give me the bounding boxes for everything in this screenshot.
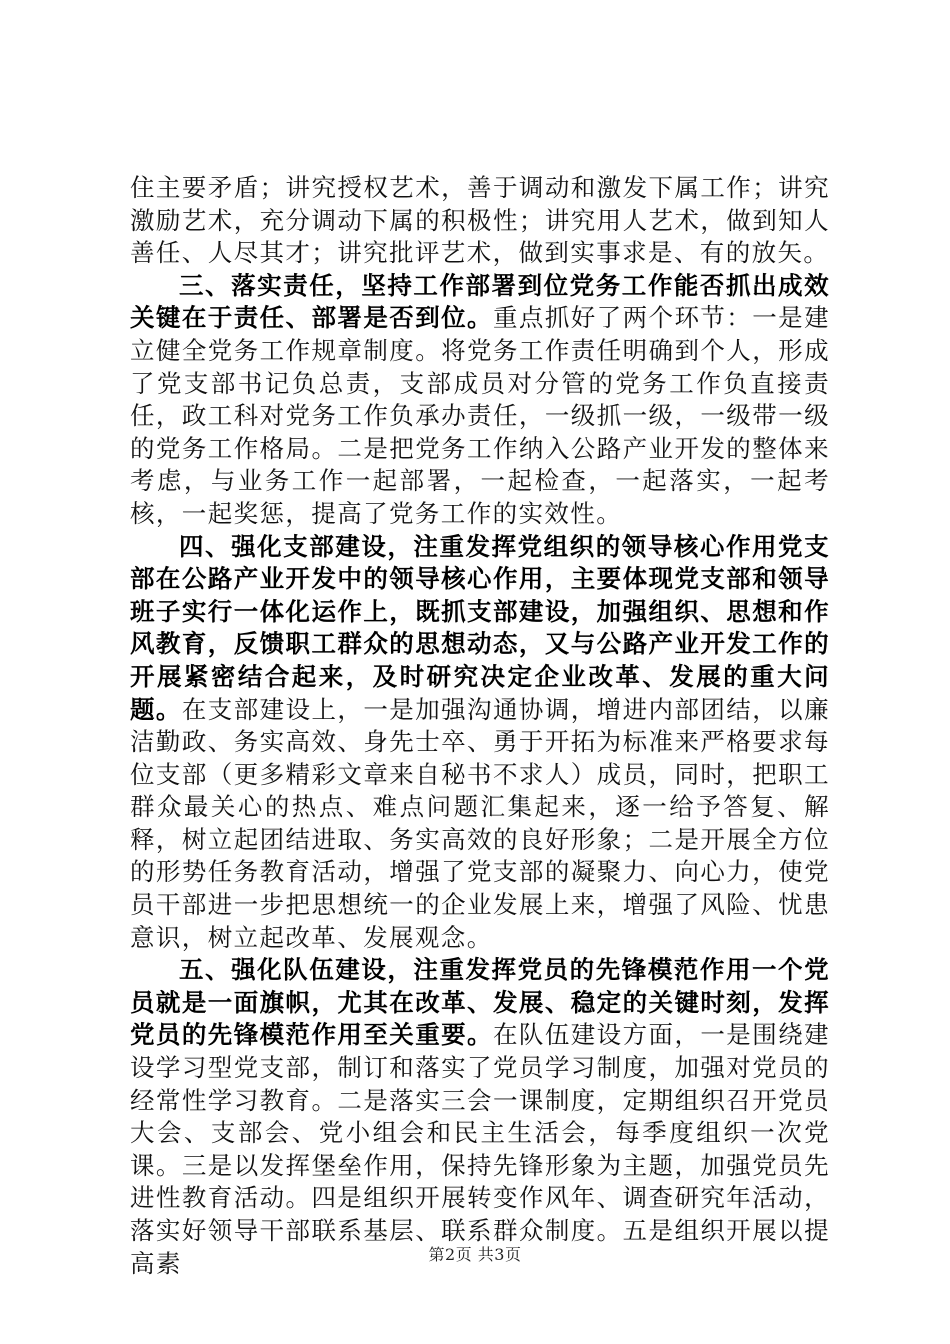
section-heading: 四、强化支部建设，注重发挥党组织的领导核心作用党支部在公路产业开发中的领导核心作用，主要体现党支部和领导班子实行一体化运作上，既抓支部建设，加强组织、思想和作风教育，反馈职工群众的思想动态，又与公路产业开发工作的开展紧密结合起来，及时研究决定企业改革、发展的重大问题。 xyxy=(130,531,830,724)
section-heading: 五、强化队伍建设，注重发挥党员的先锋模范作用一个党员就是一面旗帜，尤其在改革、发展、稳定的关键时刻，发挥党员的先锋模范作用至关重要。 xyxy=(130,955,830,1050)
page-footer: 第2页 共3页 xyxy=(428,1245,522,1264)
paragraph-text: 住主要矛盾；讲究授权艺术，善于调动和激发下属工作；讲究激励艺术，充分调动下属的积极性；讲究用人艺术，做到知人善任、人尽其才；讲究批评艺术，做到实事求是、有的放矢。 xyxy=(130,173,830,268)
section-heading: 三、落实责任，坚持工作部署到位党务工作能否抓出成效关键在于责任、部署是否到位。 xyxy=(130,270,830,333)
document-body xyxy=(130,172,830,1280)
paragraph-section-5 xyxy=(130,954,830,1280)
paragraph-section-3 xyxy=(130,270,830,531)
paragraph-continuation xyxy=(130,172,830,270)
paragraph-text: 在队伍建设方面，一是围绕建设学习型党支部，制订和落实了党员学习制度，加强对党员的经常性学习教育。二是落实三会一课制度，定期组织召开党员大会、支部会、党小组会和民主生活会，每季度组织一次党课。三是以发挥堡垒作用，保持先锋形象为主题，加强党员先进性教育活动。四是组织开展转变作风年、调查研究年活动，落实好领导干部联系基层、联系群众制度。五是组织开展以提高素 xyxy=(130,1020,830,1278)
paragraph-section-4 xyxy=(130,531,830,955)
paragraph-text: 重点抓好了两个环节：一是建立健全党务工作规章制度。将党务工作责任明确到个人，形成了党支部书记负总责，支部成员对分管的党务工作负直接责任，政工科对党务工作负承办责任，一级抓一级，一级带一级的党务工作格局。二是把党务工作纳入公路产业开发的整体来考虑，与业务工作一起部署，一起检查，一起落实，一起考核，一起奖惩，提高了党务工作的实效性。 xyxy=(130,303,830,528)
paragraph-text: 在支部建设上，一是加强沟通协调，增进内部团结，以廉洁勤政、务实高效、身先士卒、勇于开拓为标准来严格要求每位支部（更多精彩文章来自秘书不求人）成员，同时，把职工群众最关心的热点、难点问题汇集起来，逐一给予答复、解释，树立起团结进取、务实高效的良好形象；二是开展全方位的形势任务教育活动，增强了党支部的凝聚力、向心力，使党员干部进一步把思想统一的企业发展上来，增强了风险、忧患意识，树立起改革、发展观念。 xyxy=(130,694,830,952)
